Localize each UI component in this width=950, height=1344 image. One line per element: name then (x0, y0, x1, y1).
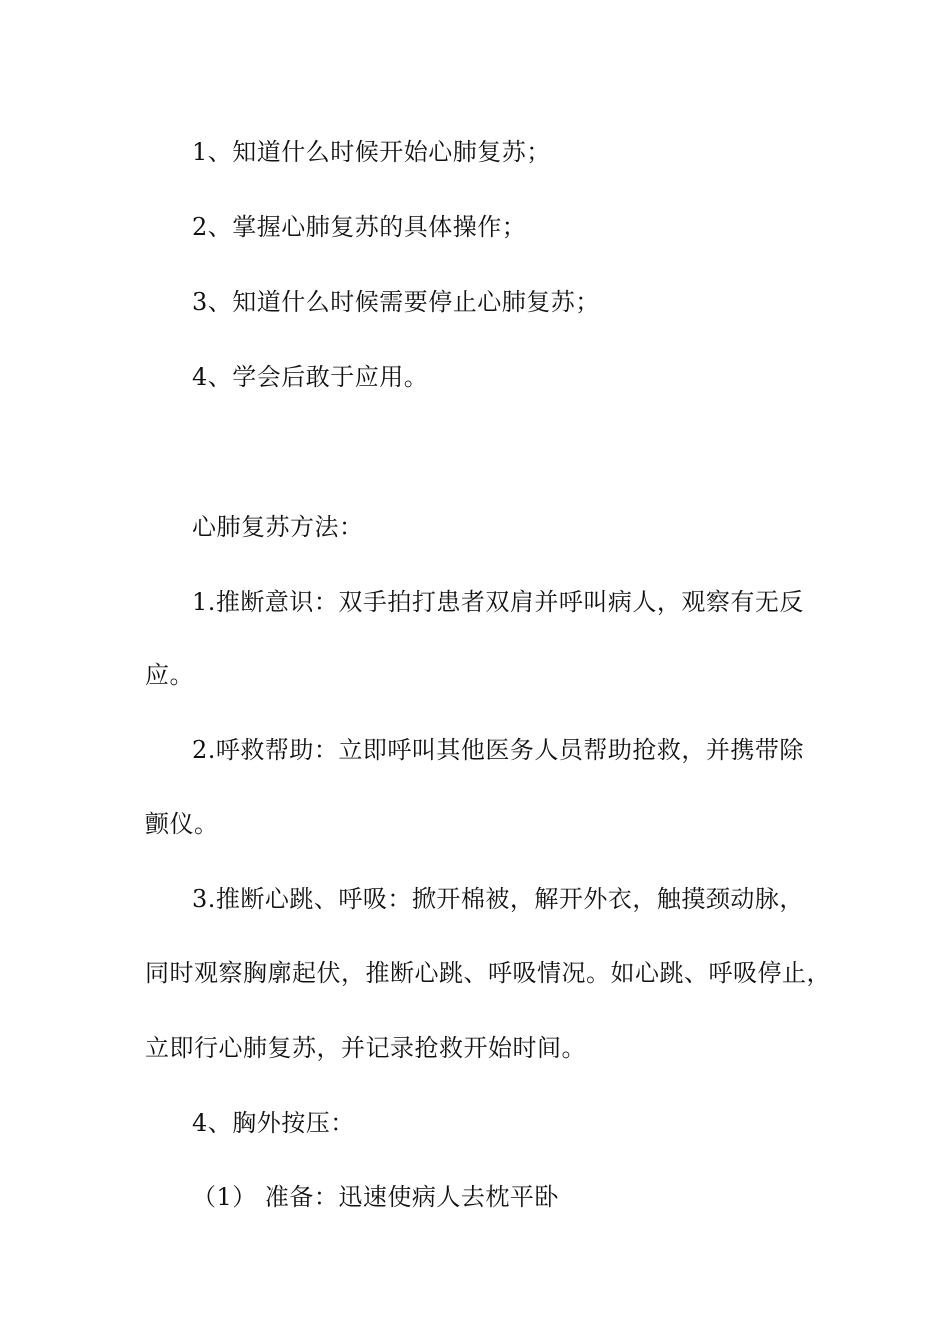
step-1-line-1: 1.推断意识：双手拍打患者双肩并呼叫病人，观察有无反 (192, 588, 804, 616)
step-3-line-3: 立即行心肺复苏，并记录抢救开始时间。 (145, 1034, 586, 1062)
step-4-sub-item-1: （1） 准备：迅速使病人去枕平卧 (192, 1183, 559, 1211)
step-4-heading: 4、胸外按压： (192, 1109, 355, 1137)
goal-item-1: 1、知道什么时候开始心肺复苏； (192, 138, 551, 166)
goal-item-2: 2、掌握心肺复苏的具体操作； (192, 213, 527, 241)
method-heading: 心肺复苏方法： (192, 513, 364, 541)
step-2-line-2: 颤仪。 (145, 810, 219, 838)
step-3-line-1: 3.推断心跳、呼吸：掀开棉被，解开外衣，触摸颈动脉， (192, 885, 804, 913)
goal-item-4: 4、学会后敢于应用。 (192, 363, 429, 391)
step-1-line-2: 应。 (145, 661, 194, 689)
step-3-line-2: 同时观察胸廓起伏，推断心跳、呼吸情况。如心跳、呼吸停止， (145, 959, 831, 987)
goal-item-3: 3、知道什么时候需要停止心肺复苏； (192, 288, 600, 316)
step-2-line-1: 2.呼救帮助：立即呼叫其他医务人员帮助抢救，并携带除 (192, 736, 804, 764)
